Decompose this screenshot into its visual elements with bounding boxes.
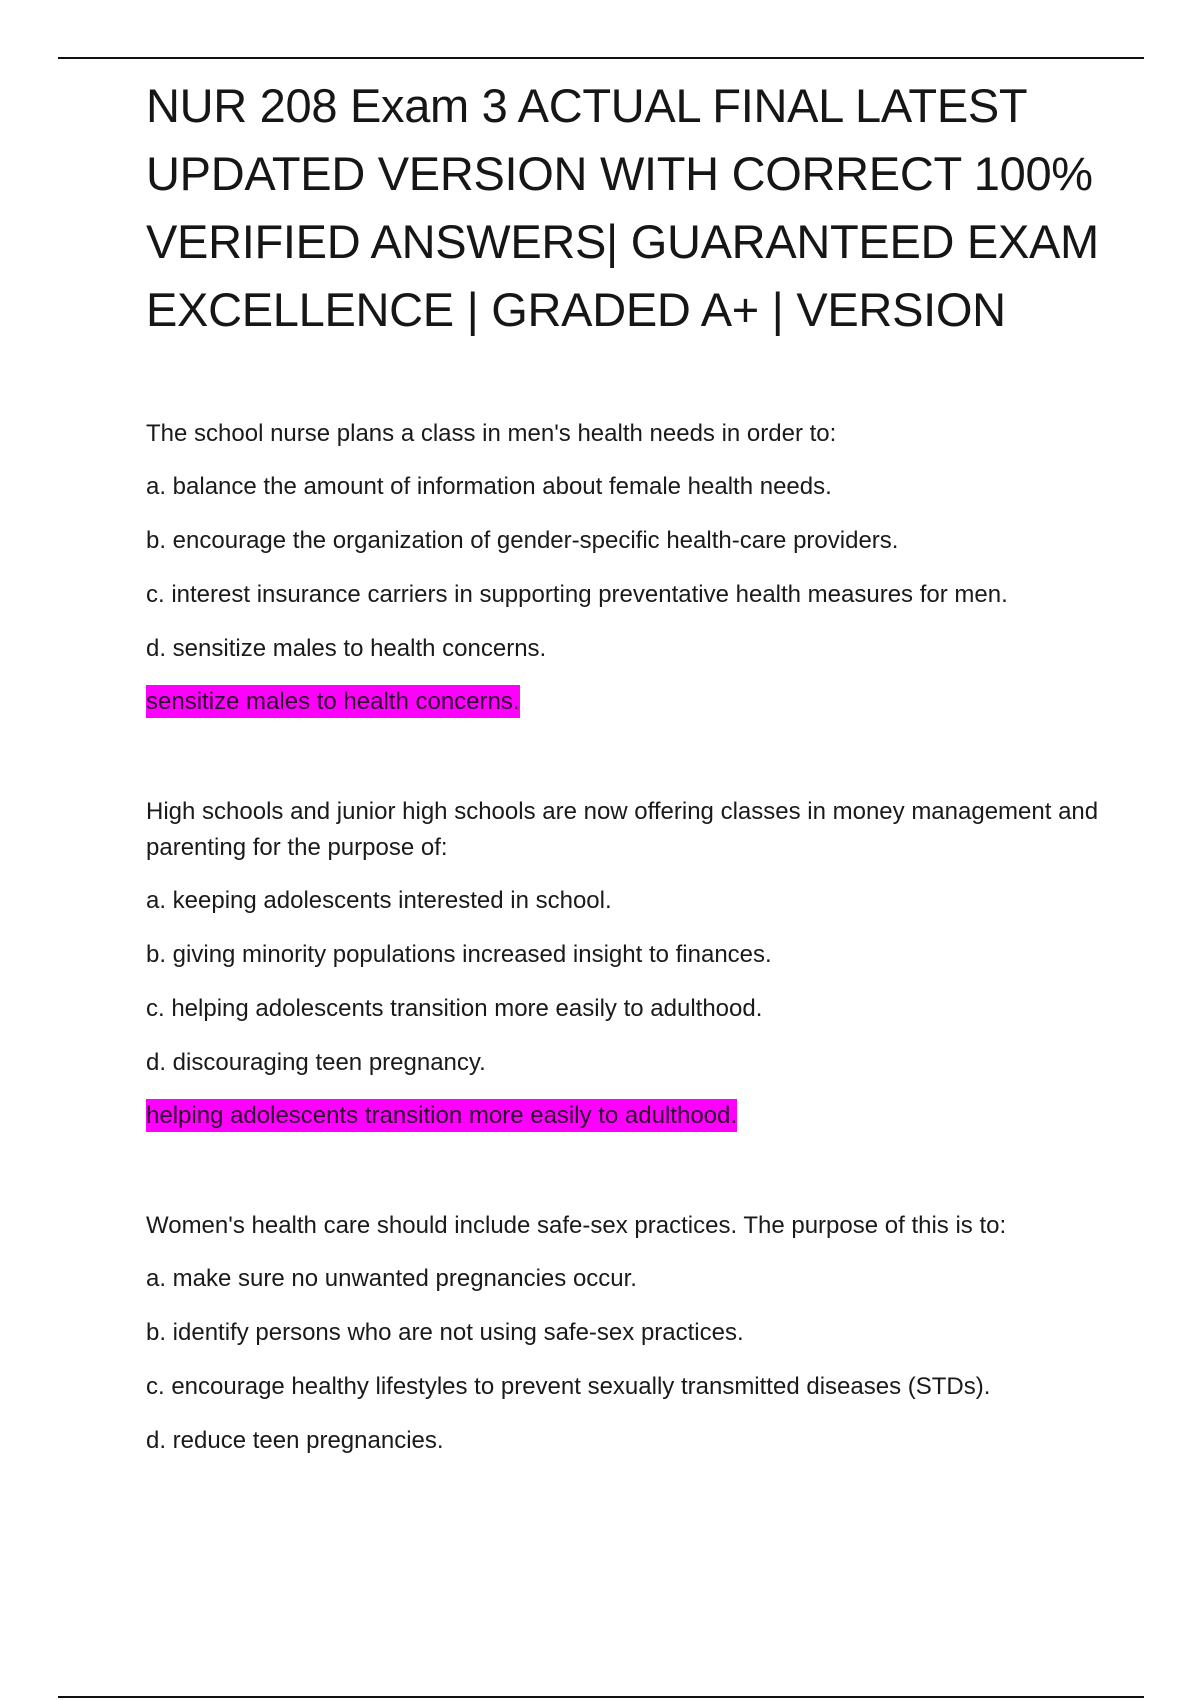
page-content: [146, 72, 1106, 1477]
option-c: c. helping adolescents transition more easily to adulthood.: [146, 995, 763, 1022]
top-rule: [58, 57, 1144, 59]
option-c: c. encourage healthy lifestyles to prevent sexually transmitted diseases (STDs).: [146, 1373, 991, 1400]
question-text: The school nurse plans a class in men's health needs in order to:: [146, 420, 837, 447]
question-3: [146, 1208, 1106, 1459]
option-a: a. balance the amount of information about female health needs.: [146, 473, 832, 500]
highlighted-answer: helping adolescents transition more easily to adulthood.: [146, 1099, 737, 1132]
option-a: a. keeping adolescents interested in school.: [146, 887, 612, 914]
option-d: d. reduce teen pregnancies.: [146, 1427, 444, 1454]
document-title: NUR 208 Exam 3 ACTUAL FINAL LATEST UPDATED VERSION WITH CORRECT 100% VERIFIED ANSWERS| GUARANTEED EXAM EXCELLENCE | GRADED A+ | VERSION: [146, 79, 1099, 336]
option-b: b. giving minority populations increased insight to finances.: [146, 941, 772, 968]
option-a: a. make sure no unwanted pregnancies occur.: [146, 1265, 637, 1292]
question-text: Women's health care should include safe-sex practices. The purpose of this is to:: [146, 1212, 1007, 1239]
highlighted-answer: sensitize males to health concerns.: [146, 685, 520, 718]
option-b: b. encourage the organization of gender-specific health-care providers.: [146, 527, 899, 554]
option-b: b. identify persons who are not using safe-sex practices.: [146, 1319, 744, 1346]
option-d: d. sensitize males to health concerns.: [146, 635, 547, 662]
option-d: d. discouraging teen pregnancy.: [146, 1049, 486, 1076]
option-c: c. interest insurance carriers in supporting preventative health measures for men.: [146, 581, 1008, 608]
bottom-rule: [58, 1696, 1144, 1698]
question-text: High schools and junior high schools are now offering classes in money management and parenting for the purpose of:: [146, 798, 1099, 861]
question-1: [146, 416, 1106, 718]
question-2: [146, 794, 1106, 1132]
